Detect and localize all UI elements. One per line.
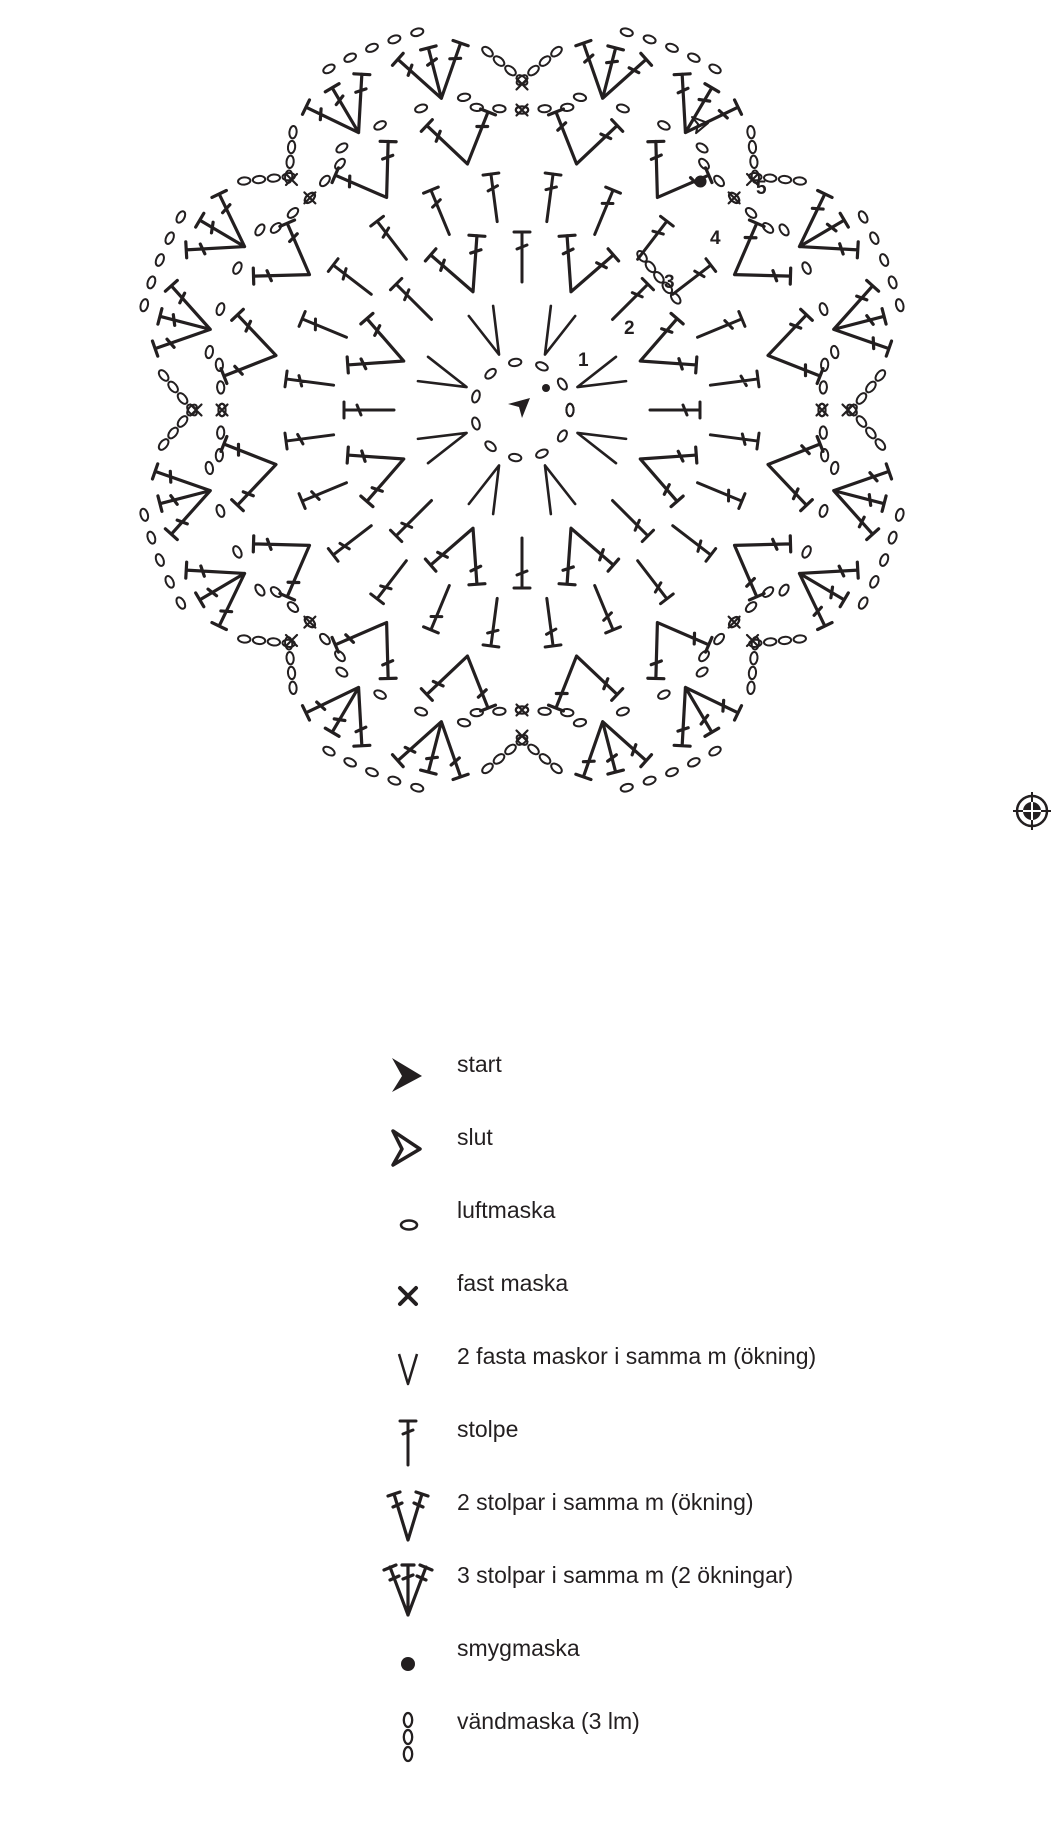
chain-stitch <box>697 649 711 663</box>
legend-item-double-crochet <box>380 1415 900 1488</box>
chain-stitch <box>864 426 877 440</box>
dc-increase-3 <box>576 40 652 98</box>
chain-stitch <box>457 93 471 102</box>
chain-stitch <box>857 210 869 224</box>
dc-increase-2 <box>735 220 791 284</box>
chain-stitch <box>253 223 266 237</box>
chain-stitch <box>778 583 791 597</box>
double-crochet <box>613 278 654 319</box>
chain-stitch <box>269 585 283 599</box>
chain-stitch <box>373 119 387 131</box>
legend-label: luftmaska <box>457 1197 556 1223</box>
chain-stitch <box>175 596 187 610</box>
chain-stitch <box>164 575 176 589</box>
chain-stitch <box>697 157 711 171</box>
chain-stitch <box>231 261 243 275</box>
chain-stitch <box>287 141 295 154</box>
chain-stitch <box>538 707 551 715</box>
chain-stitch <box>538 105 551 113</box>
registration-mark-icon <box>1012 791 1052 831</box>
dc-increase-3 <box>834 464 892 540</box>
legend-item-chain <box>380 1196 900 1269</box>
chain-stitch <box>887 531 898 545</box>
chain-stitch <box>157 437 170 451</box>
legend-item-dc-increase-3 <box>380 1561 900 1634</box>
chain-stitch-icon <box>380 1196 436 1260</box>
chain-stitch <box>253 583 266 597</box>
chain-stitch <box>895 298 905 312</box>
chain-stitch <box>778 636 791 644</box>
dc-increase-2 <box>640 313 697 373</box>
round-label-3: 3 <box>664 272 675 293</box>
chain-stitch <box>620 783 634 793</box>
chain-stitch <box>322 745 336 757</box>
round-label-4: 4 <box>710 228 721 249</box>
double-crochet <box>638 561 674 604</box>
legend-item-single-crochet <box>380 1269 900 1342</box>
chain-stitch <box>616 103 630 114</box>
chain-stitch <box>868 575 880 589</box>
chain-stitch <box>343 52 357 64</box>
chain-stitch <box>286 652 294 665</box>
legend-item-end <box>380 1123 900 1196</box>
chain-stitch <box>343 756 357 768</box>
chain-stitch <box>289 681 297 694</box>
dc-increase-2 <box>559 235 619 292</box>
double-crochet <box>650 402 700 418</box>
chain-stitch <box>238 635 251 643</box>
chain-stitch <box>887 275 898 289</box>
dc-increase-2 <box>735 536 791 600</box>
chain-stitch <box>493 105 506 113</box>
dc-increase-3 <box>302 687 369 746</box>
chain-stitch <box>747 126 755 139</box>
chain-stitch <box>410 27 424 37</box>
chain-stitch <box>365 42 379 53</box>
chain-stitch <box>286 206 300 220</box>
chain-stitch <box>286 600 300 614</box>
dc-increase-2-icon <box>380 1488 436 1552</box>
chain-stitch <box>373 689 387 701</box>
double-crochet <box>698 483 745 509</box>
chain-stitch <box>267 174 280 182</box>
legend <box>380 1050 900 1780</box>
double-crochet <box>545 598 561 647</box>
chain-stitch <box>217 381 225 394</box>
double-crochet <box>328 259 371 295</box>
double-crochet <box>483 598 499 647</box>
chain-stitch <box>573 718 587 727</box>
dc-increase-3-icon <box>380 1561 436 1625</box>
chain-stitch <box>253 636 266 644</box>
dc-increase-2 <box>549 656 623 711</box>
chain-stitch <box>556 429 569 443</box>
chain-stitch <box>665 766 679 777</box>
double-crochet <box>545 173 561 222</box>
chain-stitch <box>164 231 176 245</box>
chain-stitch <box>493 707 506 715</box>
chain-stitch <box>215 504 226 518</box>
double-crochet <box>424 187 450 234</box>
chain-stitch <box>154 253 165 267</box>
chain-stitch <box>687 756 701 768</box>
double-crochet <box>299 483 346 509</box>
chain-stitch <box>503 64 517 77</box>
chain-stitch <box>205 461 214 475</box>
dc-increase-3 <box>152 280 210 356</box>
chain-stitch <box>318 174 332 188</box>
dc-increase-3 <box>152 464 210 540</box>
chain-stitch <box>818 302 829 316</box>
chain-stitch <box>146 531 157 545</box>
chain-stitch <box>414 706 428 717</box>
chain-stitch <box>744 600 758 614</box>
chain-stitch <box>566 404 573 416</box>
chain-stitch <box>215 302 226 316</box>
dc-increase-3 <box>799 562 858 629</box>
chain-stitch <box>748 666 756 679</box>
double-crochet <box>710 433 759 449</box>
chain-stitch <box>509 358 522 367</box>
chain-stitch <box>878 553 889 567</box>
chain-stitch <box>778 223 791 237</box>
chain-stitch <box>556 377 569 391</box>
end-arrow-icon <box>380 1123 436 1187</box>
chain-stitch <box>503 743 517 756</box>
chain-stitch <box>708 745 722 757</box>
chain-stitch <box>712 632 726 646</box>
chain-stitch <box>657 689 671 701</box>
chain-stitch <box>139 508 149 522</box>
chain-stitch <box>526 743 540 756</box>
chain-stitch <box>657 119 671 131</box>
chain-stitch <box>333 157 347 171</box>
chain-stitch <box>687 52 701 64</box>
chain-stitch <box>387 34 401 45</box>
chain-stitch <box>750 155 758 168</box>
dc-increase-2 <box>221 309 276 383</box>
legend-label: fast maska <box>457 1270 569 1296</box>
legend-label: vändmaska (3 lm) <box>457 1708 640 1734</box>
dc-increase-2 <box>347 447 404 507</box>
chain-stitch <box>643 775 657 786</box>
chain-stitch <box>335 141 349 154</box>
chain-stitch <box>471 417 481 431</box>
double-crochet <box>514 538 530 588</box>
chain-stitch <box>793 177 806 185</box>
double-crochet <box>285 433 334 449</box>
chain-stitch <box>801 545 813 559</box>
chain-stitch <box>801 261 813 275</box>
chain-stitch <box>761 221 775 235</box>
dc-increase-3 <box>186 190 245 257</box>
chain-stitch <box>665 42 679 53</box>
chain-stitch <box>818 504 829 518</box>
chain-stitch <box>821 358 829 371</box>
double-crochet <box>595 187 621 234</box>
chain-stitch <box>549 762 563 775</box>
double-crochet-icon <box>380 1415 436 1479</box>
dc-increase-2 <box>768 309 823 383</box>
chain-stitch <box>387 775 401 786</box>
double-crochet <box>371 561 407 604</box>
double-crochet <box>299 312 346 338</box>
crochet-chart <box>0 0 1058 840</box>
chain-stitch <box>217 426 225 439</box>
chain-stitch <box>238 177 251 185</box>
chain-stitch <box>286 155 294 168</box>
chain-stitch <box>154 553 165 567</box>
chain-stitch <box>322 63 336 75</box>
dc-increase-2 <box>425 235 485 292</box>
chain-stitch <box>253 175 266 183</box>
dc-increase-2 <box>332 623 396 679</box>
dc-increase-3 <box>302 74 369 133</box>
double-crochet <box>328 526 371 562</box>
chain-stitch <box>830 461 839 475</box>
dc-increase-2 <box>425 528 485 585</box>
sc-increase <box>545 306 575 355</box>
double-crochet <box>390 501 431 542</box>
chain-stitch <box>620 27 634 37</box>
chain-stitch <box>535 360 549 372</box>
chain-stitch <box>335 666 349 679</box>
chain-stitch <box>205 345 214 359</box>
sc-increase <box>469 306 499 355</box>
slip-stitch-icon <box>695 175 707 187</box>
start-arrow-icon <box>380 1050 436 1114</box>
chain-stitch <box>747 681 755 694</box>
chain-stitch <box>176 391 189 405</box>
legend-item-sc-increase <box>380 1342 900 1415</box>
double-crochet <box>698 312 745 338</box>
chain-stitch <box>333 649 347 663</box>
sc-increase <box>418 433 467 463</box>
round-label-2: 2 <box>624 318 635 339</box>
dc-increase-2 <box>640 447 697 507</box>
chain-stitch <box>830 345 839 359</box>
double-crochet <box>390 278 431 319</box>
double-crochet <box>285 371 334 387</box>
double-crochet <box>613 501 654 542</box>
chain-stitch <box>778 175 791 183</box>
chain-stitch <box>819 381 827 394</box>
chain-stitch <box>166 380 179 394</box>
round-label-1: 1 <box>578 350 589 371</box>
chain-stitch <box>410 783 424 793</box>
legend-item-dc-increase-2 <box>380 1488 900 1561</box>
slip-stitch-icon <box>380 1634 436 1698</box>
dc-increase-2 <box>549 109 623 164</box>
chain-stitch <box>157 368 170 382</box>
chain-stitch <box>457 718 471 727</box>
chain-stitch <box>176 414 189 428</box>
chain-stitch <box>750 652 758 665</box>
legend-label: smygmaska <box>457 1635 580 1661</box>
chain-stitch <box>561 709 574 717</box>
legend-item-start <box>380 1050 900 1123</box>
chain-stitch <box>480 45 494 58</box>
chain-stitch <box>215 449 223 462</box>
dc-increase-2 <box>648 623 712 679</box>
chain-stitch <box>695 666 709 679</box>
chain-stitch <box>857 596 869 610</box>
slip-stitch-icon <box>542 384 550 392</box>
dc-increase-2 <box>768 437 823 511</box>
dc-increase-2 <box>253 536 309 600</box>
chain-stitch <box>146 275 157 289</box>
sc-increase <box>577 433 626 463</box>
dc-increase-2 <box>421 109 495 164</box>
chain-stitch <box>231 545 243 559</box>
chain-stitch <box>855 414 868 428</box>
chain-stitch <box>526 64 540 77</box>
dc-increase-2 <box>347 313 404 373</box>
chain-stitch <box>573 93 587 102</box>
chain-stitch <box>708 63 722 75</box>
legend-label: start <box>457 1051 502 1077</box>
chain-stitch <box>878 253 889 267</box>
double-crochet <box>673 526 716 562</box>
chain-stitch <box>864 380 877 394</box>
dc-increase-3 <box>799 190 858 257</box>
chain-stitch <box>538 54 552 67</box>
chain-stitch <box>895 508 905 522</box>
turning-chain-icon <box>380 1707 436 1771</box>
chain-stitch <box>695 141 709 154</box>
chain-stitch <box>748 141 756 154</box>
chain-stitch <box>855 391 868 405</box>
dc-increase-2 <box>648 141 712 197</box>
sc-increase <box>545 465 575 514</box>
chain-stitch <box>414 103 428 114</box>
dc-increase-3 <box>186 562 245 629</box>
chain-stitch <box>509 453 522 462</box>
legend-label: stolpe <box>457 1416 519 1442</box>
chain-stitch <box>868 231 880 245</box>
chain-stitch <box>874 368 887 382</box>
chain-stitch <box>289 126 297 139</box>
chain-stitch <box>549 45 563 58</box>
chain-stitch <box>874 437 887 451</box>
chain-stitch <box>484 439 498 453</box>
legend-label: 2 fasta maskor i samma m (ökning) <box>457 1343 817 1369</box>
chain-stitch <box>669 291 682 305</box>
sc-increase-icon <box>380 1342 436 1406</box>
sc-increase <box>469 465 499 514</box>
chain-stitch <box>819 426 827 439</box>
dc-increase-3 <box>576 722 652 780</box>
dc-increase-2 <box>421 656 495 711</box>
chain-stitch <box>744 206 758 220</box>
single-crochet-icon <box>380 1269 436 1333</box>
chain-stitch <box>287 666 295 679</box>
chain-stitch <box>470 103 483 111</box>
dc-increase-2 <box>559 528 619 585</box>
sc-increase <box>418 357 467 387</box>
chain-stitch <box>484 367 498 381</box>
dc-increase-2 <box>221 437 276 511</box>
legend-label: slut <box>457 1124 493 1150</box>
chain-stitch <box>535 448 549 460</box>
legend-label: 2 stolpar i samma m (ökning) <box>457 1489 754 1515</box>
chain-stitch <box>492 752 506 765</box>
chain-stitch <box>365 766 379 777</box>
dc-increase-2 <box>253 220 309 284</box>
double-crochet <box>514 232 530 282</box>
chain-stitch <box>538 752 552 765</box>
chain-stitch <box>269 221 283 235</box>
dc-increase-3 <box>834 280 892 356</box>
chain-stitch <box>561 103 574 111</box>
double-crochet <box>673 259 716 295</box>
dc-increase-2 <box>332 141 396 197</box>
double-crochet <box>371 216 407 259</box>
chain-stitch <box>492 54 506 67</box>
double-crochet <box>483 173 499 222</box>
dc-increase-3 <box>674 687 741 746</box>
dc-increase-3 <box>392 40 468 98</box>
legend-label: 3 stolpar i samma m (2 ökningar) <box>457 1562 794 1588</box>
chain-stitch <box>712 174 726 188</box>
chain-stitch <box>318 632 332 646</box>
chain-stitch <box>480 762 494 775</box>
double-crochet <box>595 586 621 633</box>
chain-stitch <box>793 635 806 643</box>
chain-stitch <box>139 298 149 312</box>
round-label-5: 5 <box>756 178 767 199</box>
double-crochet <box>710 371 759 387</box>
chain-stitch <box>166 426 179 440</box>
chain-stitch <box>267 638 280 646</box>
chain-stitch <box>175 210 187 224</box>
dc-increase-3 <box>392 722 468 780</box>
chain-stitch <box>471 390 481 404</box>
double-crochet <box>344 402 394 418</box>
chain-stitch <box>761 585 775 599</box>
legend-item-slip-stitch <box>380 1634 900 1707</box>
double-crochet <box>424 586 450 633</box>
chain-stitch <box>616 706 630 717</box>
legend-item-turning-chain <box>380 1707 900 1780</box>
chain-stitch <box>643 34 657 45</box>
start-arrow-icon <box>508 398 530 418</box>
chain-stitch <box>764 638 777 646</box>
